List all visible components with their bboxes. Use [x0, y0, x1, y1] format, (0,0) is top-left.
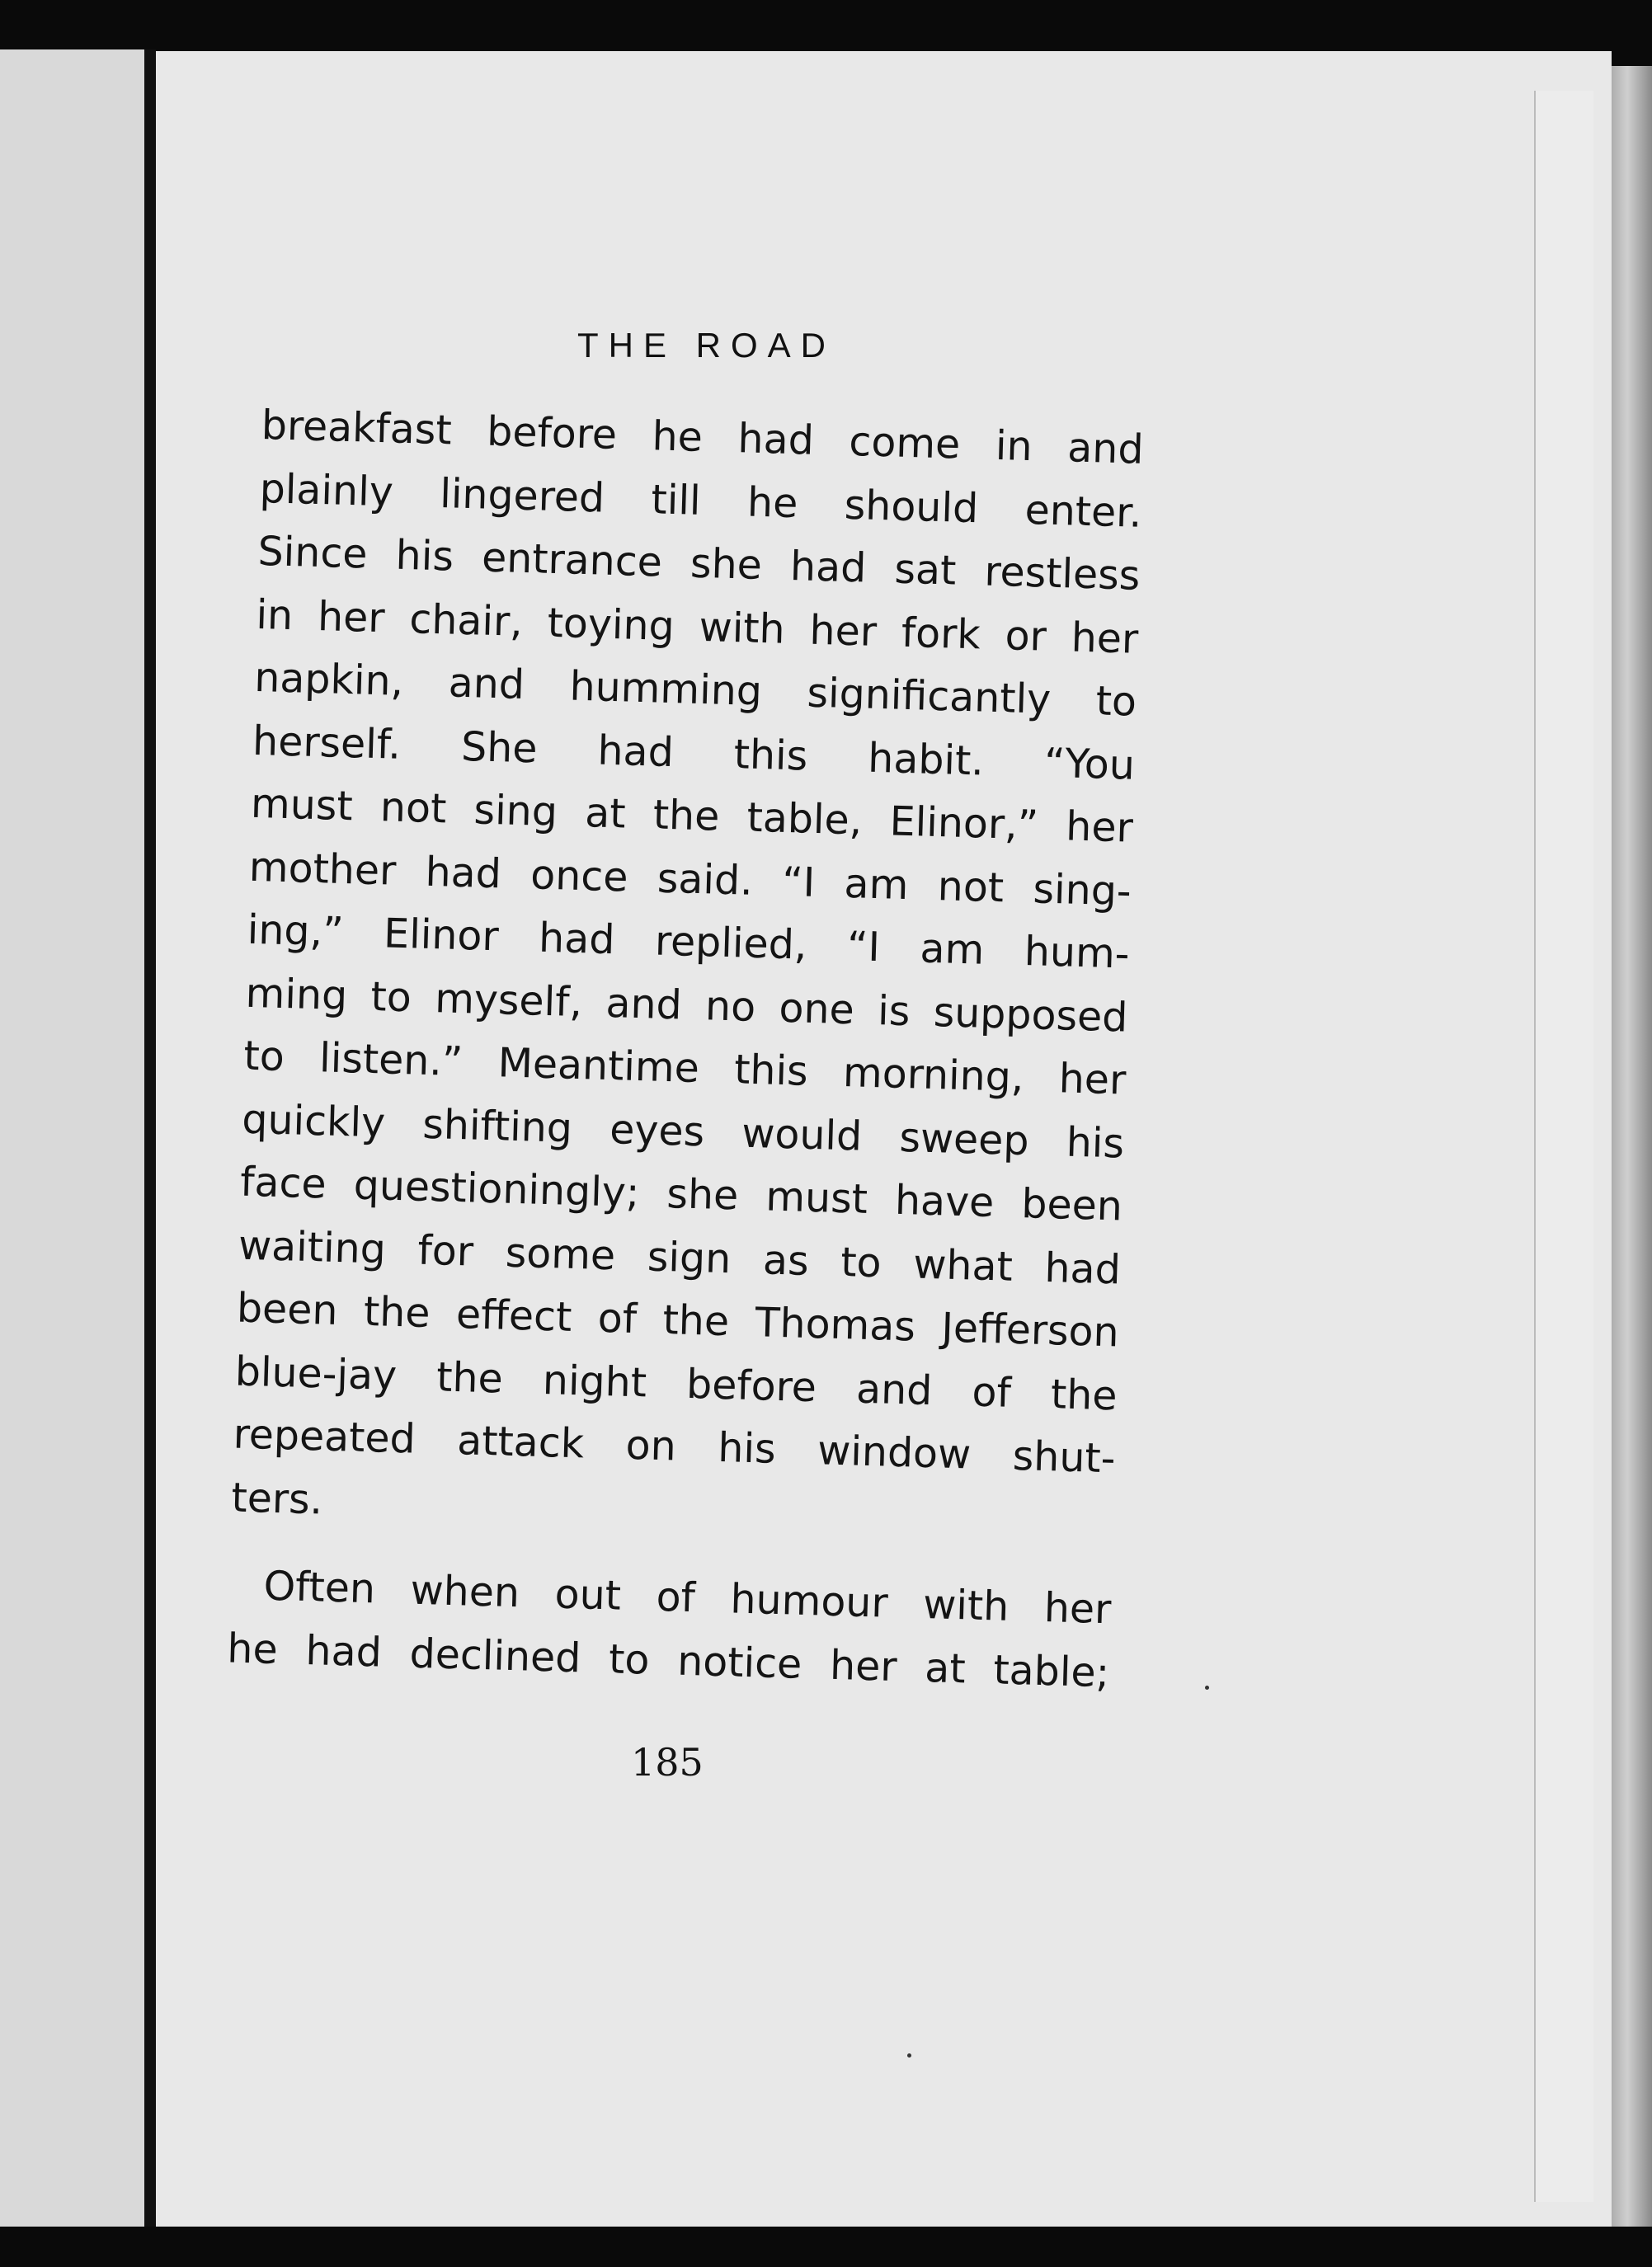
- text-line: waiting for some sign as to what had: [238, 1221, 1122, 1293]
- text-line: ing,” Elinor had replied, “I am hum-: [247, 905, 1131, 978]
- text-line: ters.: [230, 1473, 324, 1524]
- paragraph: [231, 394, 1145, 1554]
- body-text: [226, 394, 1144, 1705]
- text-line: mother had once said. “I am not sing-: [248, 843, 1132, 915]
- dust-speck: [907, 2053, 911, 2058]
- gutter-shadow: [144, 49, 156, 2267]
- text-line: Often when out of humour with her: [262, 1562, 1113, 1634]
- text-line: ming to myself, and no one is supposed: [244, 969, 1129, 1042]
- text-line: herself. She had this habit. “You: [252, 717, 1136, 789]
- page-number: 185: [631, 1740, 704, 1785]
- text-line: face questioningly; she must have been: [239, 1158, 1123, 1230]
- scan-bottom-border: [0, 2227, 1652, 2267]
- running-head: THE ROAD: [577, 326, 836, 365]
- text-line: to listen.” Meantime this morning, her: [242, 1032, 1127, 1104]
- text-line: repeated attack on his window shut-: [232, 1410, 1117, 1483]
- text-line: quickly shifting eyes would sweep his: [241, 1095, 1125, 1168]
- text-line: napkin, and humming significantly to: [253, 653, 1137, 726]
- text-line: been the effect of the Thomas Jefferson: [236, 1284, 1120, 1357]
- text-line: Since his entrance she had sat restless: [257, 527, 1141, 600]
- facing-page-edge: [0, 49, 144, 2267]
- text-line: in her chair, toying with her fork or her: [255, 590, 1139, 663]
- dust-speck: [1205, 1686, 1209, 1690]
- text-line: breakfast before he had come in and: [261, 401, 1145, 473]
- text-line: he had declined to notice her at table;: [226, 1624, 1110, 1696]
- text-line: plainly lingered till he should enter.: [259, 464, 1143, 537]
- paragraph: [226, 1554, 1112, 1705]
- text-line: must not sing at the table, Elinor,” her: [250, 779, 1134, 852]
- page-stack-inner: [1534, 91, 1593, 2202]
- text-line: blue-jay the night before and of the: [234, 1348, 1118, 1419]
